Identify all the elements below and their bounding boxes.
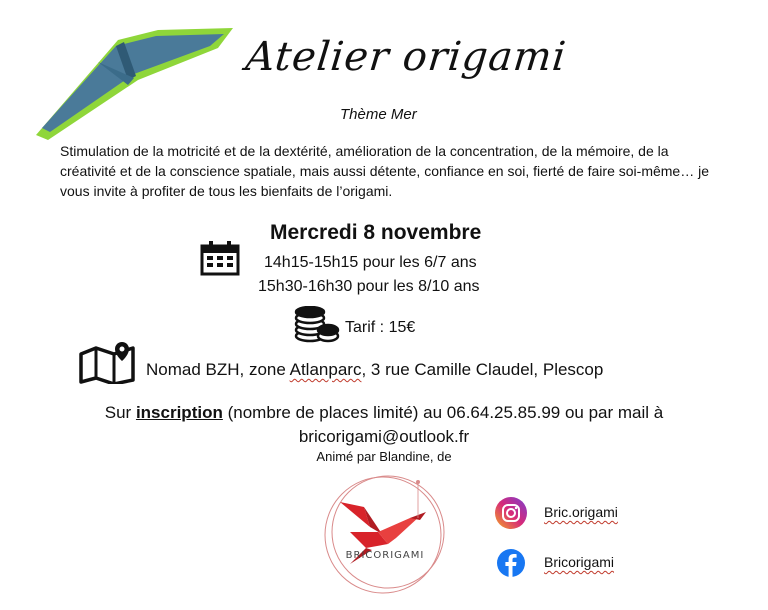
registration-details: (nombre de places limité) au 06.64.25.85.99 ou par mail à [222, 403, 664, 422]
address-end: , 3 rue Camille Claudel, Plescop [361, 360, 604, 379]
event-date: Mercredi 8 novembre [270, 221, 482, 244]
address-start: Nomad BZH, zone [146, 360, 290, 379]
crane-logo-icon [320, 472, 450, 598]
coins-icon [292, 306, 340, 346]
map-pin-icon [78, 340, 136, 384]
theme-subtitle: Thème Mer [340, 106, 417, 123]
registration-keyword: inscription [135, 403, 223, 422]
time-slot: 14h15-15h15 pour les 6/7 ans [264, 254, 477, 271]
instagram-icon [494, 496, 528, 530]
facebook-icon [496, 548, 526, 578]
address-zone: Atlanparc [289, 360, 362, 379]
page-title: Atelier origami [243, 34, 569, 80]
registration-block [0, 401, 768, 449]
origami-plane-icon [28, 10, 238, 140]
address-text [146, 360, 603, 380]
time-slot: 15h30-16h30 pour les 8/10 ans [258, 278, 480, 295]
description-text: Stimulation de la motricité et de la dextérité, amélioration de la concentration, de la mémoire, de la créativité et de la conscience spatiale, mais aussi détente, confiance en soi, fierté de faire soi-même… je vous invite à profiter de tous les bienfaits de l’origami. [60, 143, 709, 199]
logo-text: BRICORIGAMI [345, 550, 425, 561]
registration-email: bricorigami@outlook.fr [298, 427, 470, 446]
animated-by: Animé par Blandine, de [316, 449, 452, 464]
registration-prefix: Sur [104, 403, 136, 422]
calendar-icon [200, 240, 240, 276]
price-text: Tarif : 15€ [345, 319, 416, 336]
facebook-handle[interactable]: Bricorigami [544, 554, 615, 570]
instagram-handle[interactable]: Bric.origami [544, 504, 618, 520]
